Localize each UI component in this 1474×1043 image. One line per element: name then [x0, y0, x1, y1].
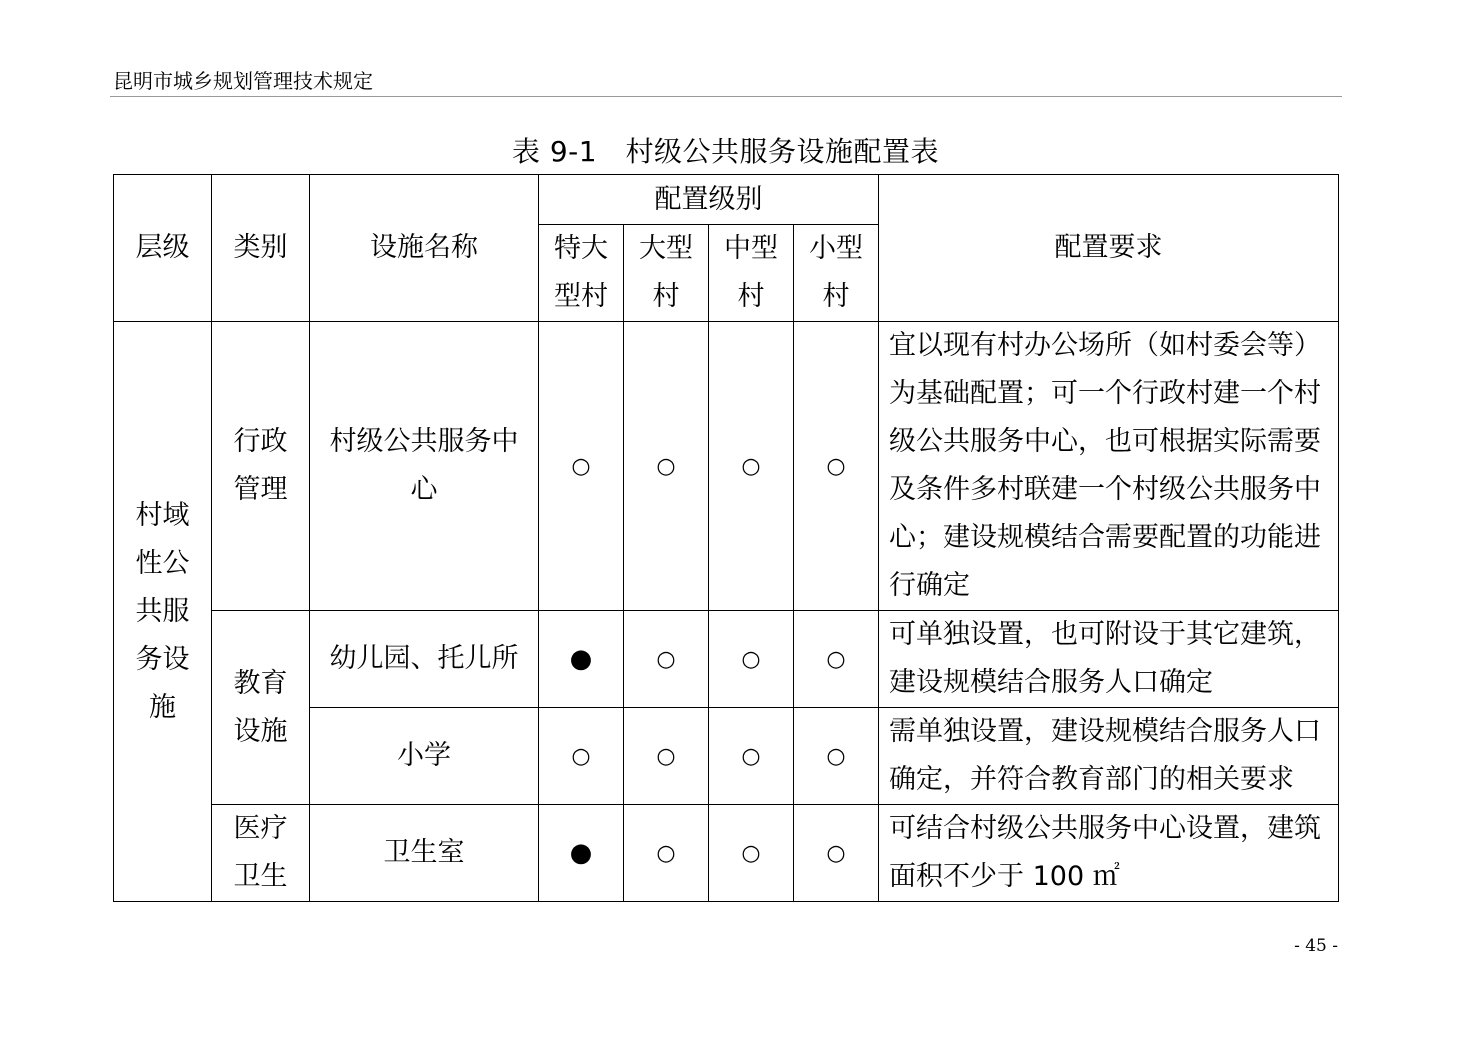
- mark-cell: ○: [539, 708, 624, 805]
- mark-cell: ○: [624, 322, 709, 611]
- mark-cell: ○: [709, 805, 794, 902]
- mark-cell: ○: [709, 611, 794, 708]
- col-header-category: 类别: [212, 175, 310, 322]
- col-header-large-village: 大型村: [624, 225, 709, 322]
- facility-cell: 村级公共服务中心: [310, 322, 539, 611]
- table-header-row: [114, 175, 1339, 225]
- requirement-cell: 宜以现有村办公场所（如村委会等）为基础配置；可一个行政村建一个村级公共服务中心，也可根据实际需要及条件多村联建一个村级公共服务中心；建设规模结合需要配置的功能进行确定: [879, 322, 1339, 611]
- page-number: - 45 -: [1294, 936, 1338, 956]
- facility-cell: 卫生室: [310, 805, 539, 902]
- header-divider: [110, 96, 1342, 97]
- category-cell-education: 教育设施: [212, 611, 310, 805]
- mark-cell: ○: [624, 708, 709, 805]
- facility-cell: 幼儿园、托儿所: [310, 611, 539, 708]
- table-row: [114, 805, 1339, 902]
- mark-cell: ○: [794, 611, 879, 708]
- mark-cell: ○: [709, 708, 794, 805]
- mark-cell: ○: [794, 322, 879, 611]
- mark-cell: ○: [624, 805, 709, 902]
- table-row: [114, 611, 1339, 708]
- col-header-medium-village: 中型村: [709, 225, 794, 322]
- requirement-cell: 需单独设置，建设规模结合服务人口确定，并符合教育部门的相关要求: [879, 708, 1339, 805]
- mark-cell: ○: [794, 805, 879, 902]
- col-header-facility: 设施名称: [310, 175, 539, 322]
- mark-cell: ●: [539, 805, 624, 902]
- facility-cell: 小学: [310, 708, 539, 805]
- facility-config-table: [113, 174, 1339, 902]
- col-header-requirements: 配置要求: [879, 175, 1339, 322]
- requirement-cell: 可单独设置，也可附设于其它建筑，建设规模结合服务人口确定: [879, 611, 1339, 708]
- col-header-level: 层级: [114, 175, 212, 322]
- mark-cell: ●: [539, 611, 624, 708]
- mark-cell: ○: [539, 322, 624, 611]
- mark-cell: ○: [794, 708, 879, 805]
- table-row: [114, 322, 1339, 611]
- col-header-config-level: 配置级别: [539, 175, 879, 225]
- col-header-small-village: 小型村: [794, 225, 879, 322]
- level-cell: 村域性公共服务设施: [114, 322, 212, 902]
- table-title: 表 9-1 村级公共服务设施配置表: [511, 135, 940, 168]
- mark-cell: ○: [624, 611, 709, 708]
- category-cell-medical: 医疗卫生: [212, 805, 310, 902]
- col-header-xl-village: 特大型村: [539, 225, 624, 322]
- category-cell-admin: 行政管理: [212, 322, 310, 611]
- running-header: 昆明市城乡规划管理技术规定: [113, 69, 373, 93]
- mark-cell: ○: [709, 322, 794, 611]
- requirement-cell: 可结合村级公共服务中心设置，建筑面积不少于 100 ㎡: [879, 805, 1339, 902]
